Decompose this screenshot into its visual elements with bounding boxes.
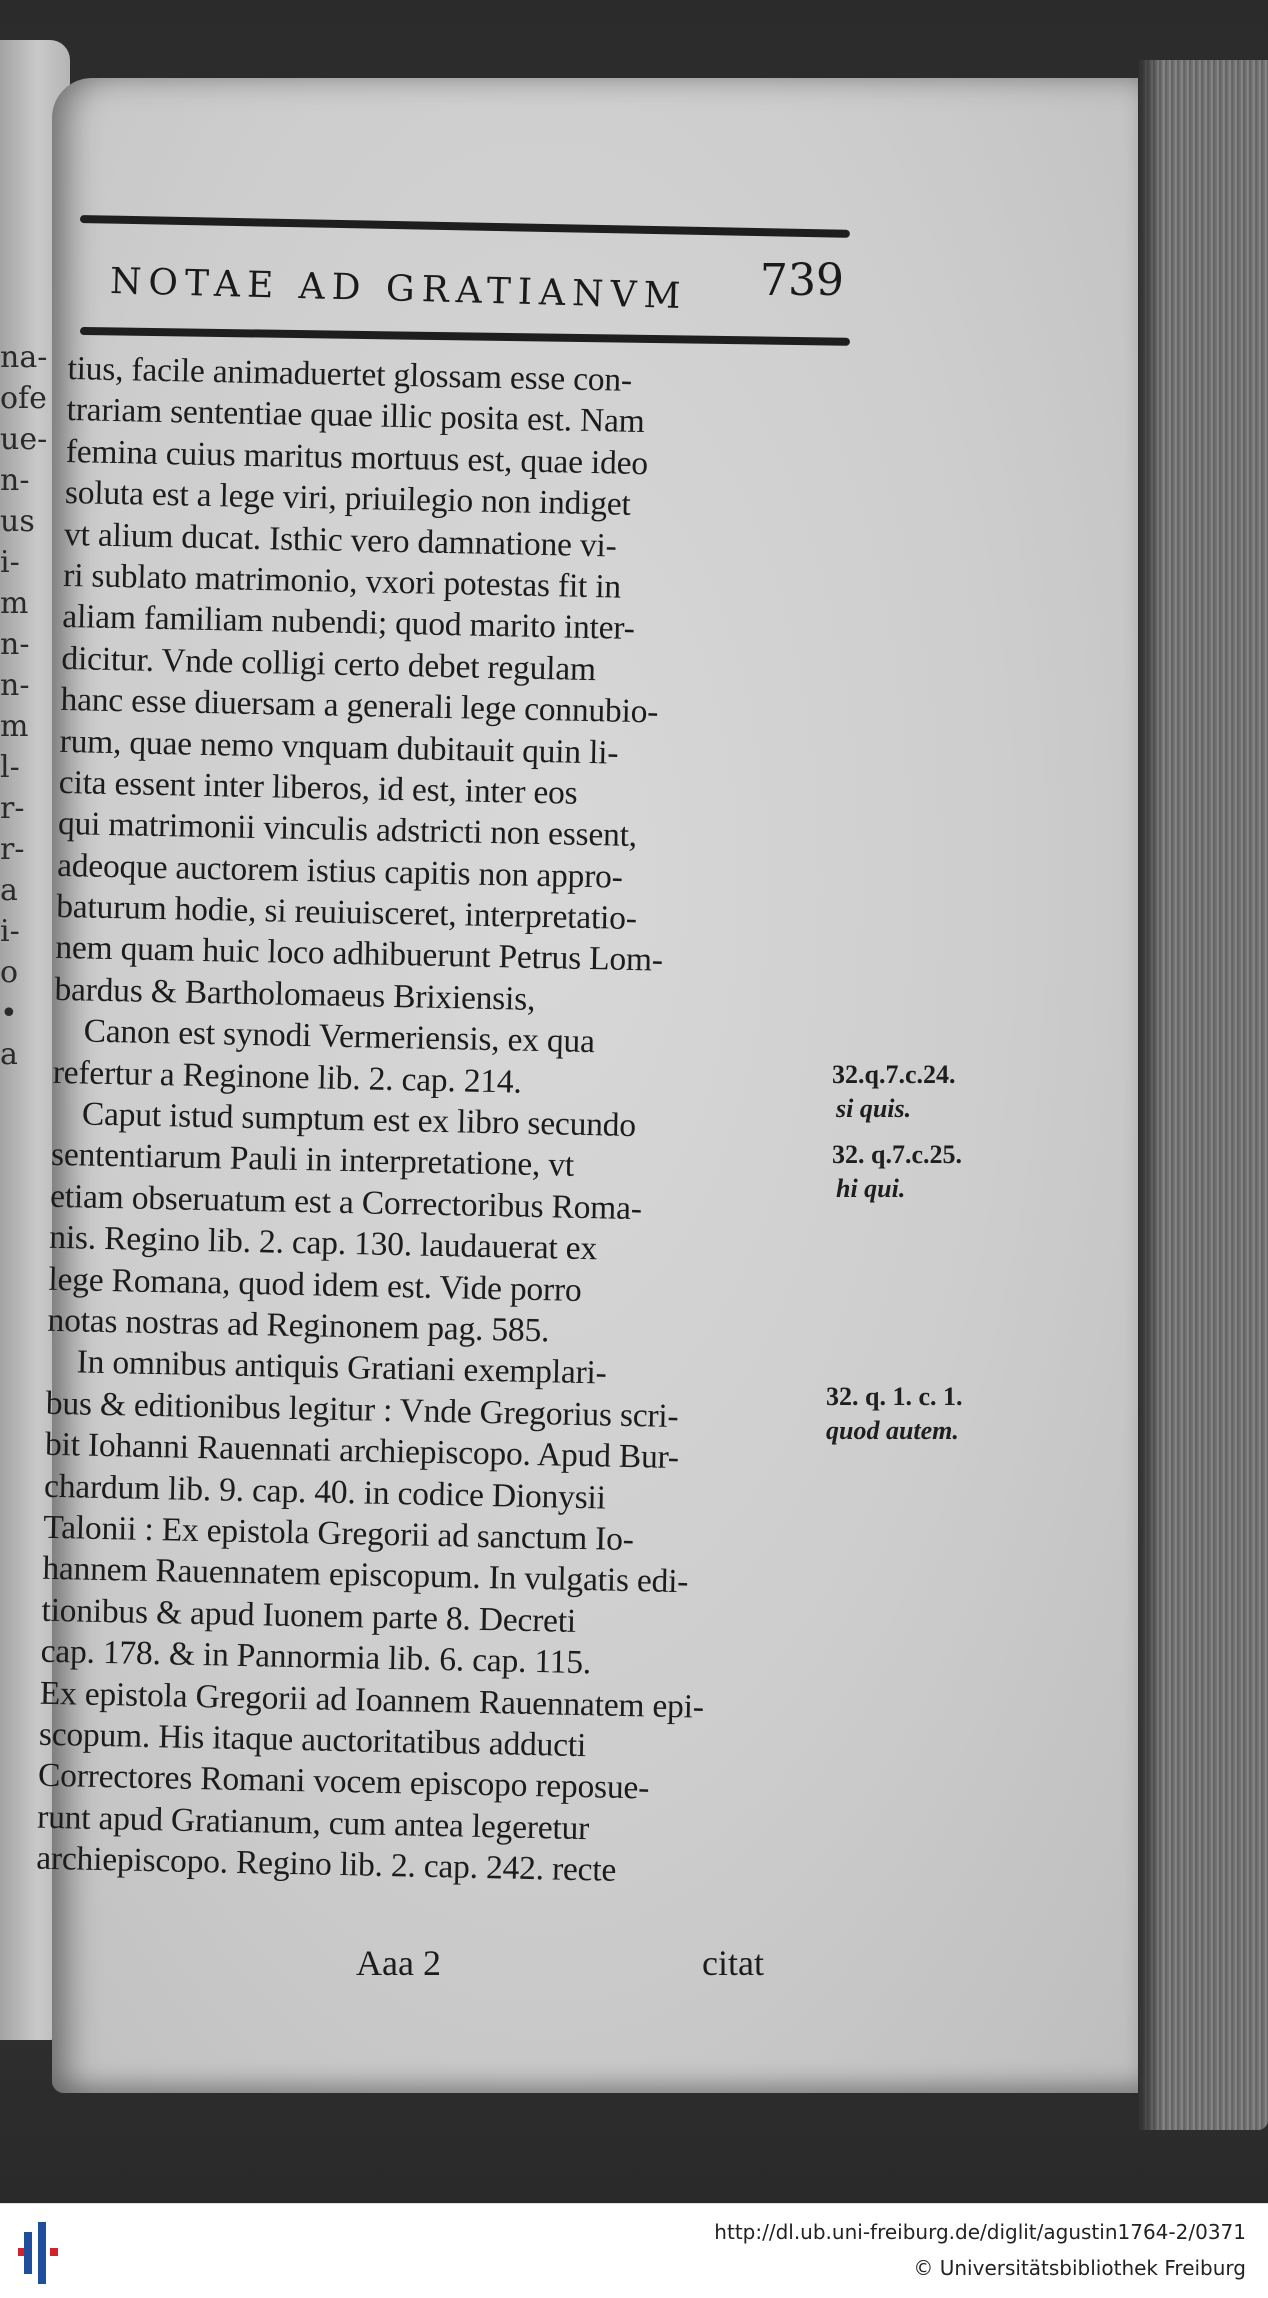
text-line: In omnibus antiquis Gratiani exemplari-	[76, 1343, 607, 1392]
text-line: tius, facile animaduertet glossam esse con-	[67, 349, 633, 399]
header-title: NOTAE AD GRATIANVM	[109, 261, 688, 318]
text-line: qui matrimonii vinculis adstricti non essent,	[57, 805, 638, 855]
text-line: aliam familiam nubendi; quod marito inter-	[61, 598, 636, 648]
text-line: baturum hodie, si reuiuisceret, interpretatio-	[55, 887, 638, 938]
text-line: trariam sententiae quae illic posita est. Nam	[66, 391, 645, 441]
text-line: Caput istud sumptum est ex libro secundo	[81, 1095, 637, 1145]
text-line: bus & editionibus legitur : Vnde Gregorius scri-	[45, 1384, 679, 1435]
text-line: bit Iohanni Rauennati archiepiscopo. Apud Bur-	[44, 1425, 680, 1477]
catchword: citat	[702, 1943, 764, 1983]
facing-page-fragment: us	[0, 504, 35, 539]
text-line: runt apud Gratianum, cum antea legeretur	[36, 1798, 590, 1847]
text-line: ri sublato matrimonio, vxori potestas fit in	[62, 556, 622, 606]
body-text	[34, 348, 828, 2004]
text-line: Talonii : Ex epistola Gregorii ad sanctum Io-	[42, 1508, 635, 1559]
facing-page-fragment: na-	[0, 340, 48, 375]
margin-note	[832, 1058, 956, 1126]
facing-page-fragment: o	[0, 955, 19, 990]
text-line: etiam obseruatum est a Correctoribus Roma-	[49, 1177, 643, 1228]
text-line: femina cuius maritus mortuus est, quae ideo	[65, 432, 649, 482]
text-line: nis. Regino lib. 2. cap. 130. laudauerat ex	[48, 1219, 598, 1268]
page-number: 739	[760, 255, 844, 306]
signature-mark: Aaa 2	[356, 1943, 441, 1983]
text-line: soluta est a lege viri, priuilegio non indiget	[64, 474, 631, 523]
margin-note-ref: 32.q.7.c.24.	[832, 1060, 956, 1089]
logo-bar-blue	[38, 2222, 46, 2284]
text-line: Canon est synodi Vermeriensis, ex qua	[83, 1012, 596, 1061]
text-line: nem quam huic loco adhibuerunt Petrus Lom-	[55, 929, 664, 980]
library-logo-icon	[18, 2222, 78, 2284]
text-line: vt alium ducat. Isthic vero damnatione vi-	[63, 515, 617, 565]
margin-note-incipit: quod autem.	[826, 1416, 959, 1445]
logo-bar-blue	[24, 2232, 32, 2274]
text-line: hanc esse diuersam a generali lege connubio-	[60, 681, 659, 731]
page-edges-shadow	[1138, 60, 1162, 2130]
logo-bar-red	[18, 2248, 24, 2256]
facing-page-fragment: ue-	[0, 422, 48, 457]
logo-bar-red	[50, 2248, 58, 2256]
text-line: archiepiscopo. Regino lib. 2. cap. 242. recte	[35, 1839, 617, 1889]
margin-note-ref: 32. q.7.c.25.	[832, 1140, 962, 1169]
text-line: bardus & Bartholomaeus Brixiensis,	[54, 970, 536, 1018]
facing-page-fragment: i-	[0, 545, 20, 580]
text-line: sententiarum Pauli in interpretatione, vt	[50, 1136, 575, 1185]
text-line: Correctores Romani vocem episcopo reposue-	[37, 1756, 650, 1807]
facing-page-fragment: a	[0, 1037, 18, 1072]
text-line: hannem Rauennatem episcopum. In vulgatis edi-	[42, 1550, 689, 1601]
text-line: adeoque auctorem istius capitis non appro-	[56, 846, 624, 896]
text-line: refertur a Reginone lib. 2. cap. 214.	[52, 1053, 523, 1101]
facing-page-fragment: l-	[0, 750, 20, 785]
facing-page-fragment: n-	[0, 668, 30, 703]
margin-note	[826, 1380, 963, 1448]
running-head	[80, 215, 848, 350]
margin-note-ref: 32. q. 1. c. 1.	[826, 1382, 963, 1411]
facing-page-fragment: r-	[0, 791, 25, 826]
viewer-footer	[0, 2203, 1268, 2298]
header-rule-top	[80, 215, 850, 238]
margin-note-incipit: si quis.	[836, 1094, 912, 1123]
margin-note-incipit: hi qui.	[836, 1174, 906, 1203]
permalink-url[interactable]: http://dl.ub.uni-freiburg.de/diglit/agustin1764-2/0371	[714, 2220, 1246, 2244]
text-line: chardum lib. 9. cap. 40. in codice Dionysii	[43, 1467, 607, 1517]
text-line: notas nostras ad Reginonem pag. 585.	[47, 1301, 550, 1350]
text-line: rum, quae nemo vnquam dubitauit quin li-	[59, 722, 619, 772]
text-line: scopum. His itaque auctoritatibus adducti	[38, 1715, 587, 1765]
facing-page-fragment: m	[0, 709, 29, 744]
text-line: cap. 178. & in Pannormia lib. 6. cap. 115.	[40, 1632, 592, 1682]
header-rule-bottom	[80, 327, 850, 346]
facing-page-fragment: n-	[0, 463, 30, 498]
facing-page-fragment: ofe	[0, 381, 47, 416]
text-line: dicitur. Vnde colligi certo debet regulam	[61, 639, 597, 688]
facing-page-fragment: r-	[0, 832, 25, 867]
margin-note	[832, 1138, 962, 1206]
facing-page-fragment: •	[0, 996, 18, 1031]
facing-page-fragment: n-	[0, 627, 30, 662]
text-line: lege Romana, quod idem est. Vide porro	[48, 1260, 582, 1309]
facing-page-fragment: a	[0, 873, 18, 908]
text-line: cita essent inter liberos, id est, inter eos	[58, 763, 578, 812]
text-line: tionibus & apud Iuonem parte 8. Decreti	[41, 1591, 577, 1640]
facing-page-fragment: m	[0, 586, 29, 621]
facing-page-fragment: i-	[0, 914, 20, 949]
copyright-notice: © Universitätsbibliothek Freiburg	[913, 2256, 1246, 2280]
text-line: Ex epistola Gregorii ad Ioannem Rauennatem epi-	[39, 1674, 705, 1726]
